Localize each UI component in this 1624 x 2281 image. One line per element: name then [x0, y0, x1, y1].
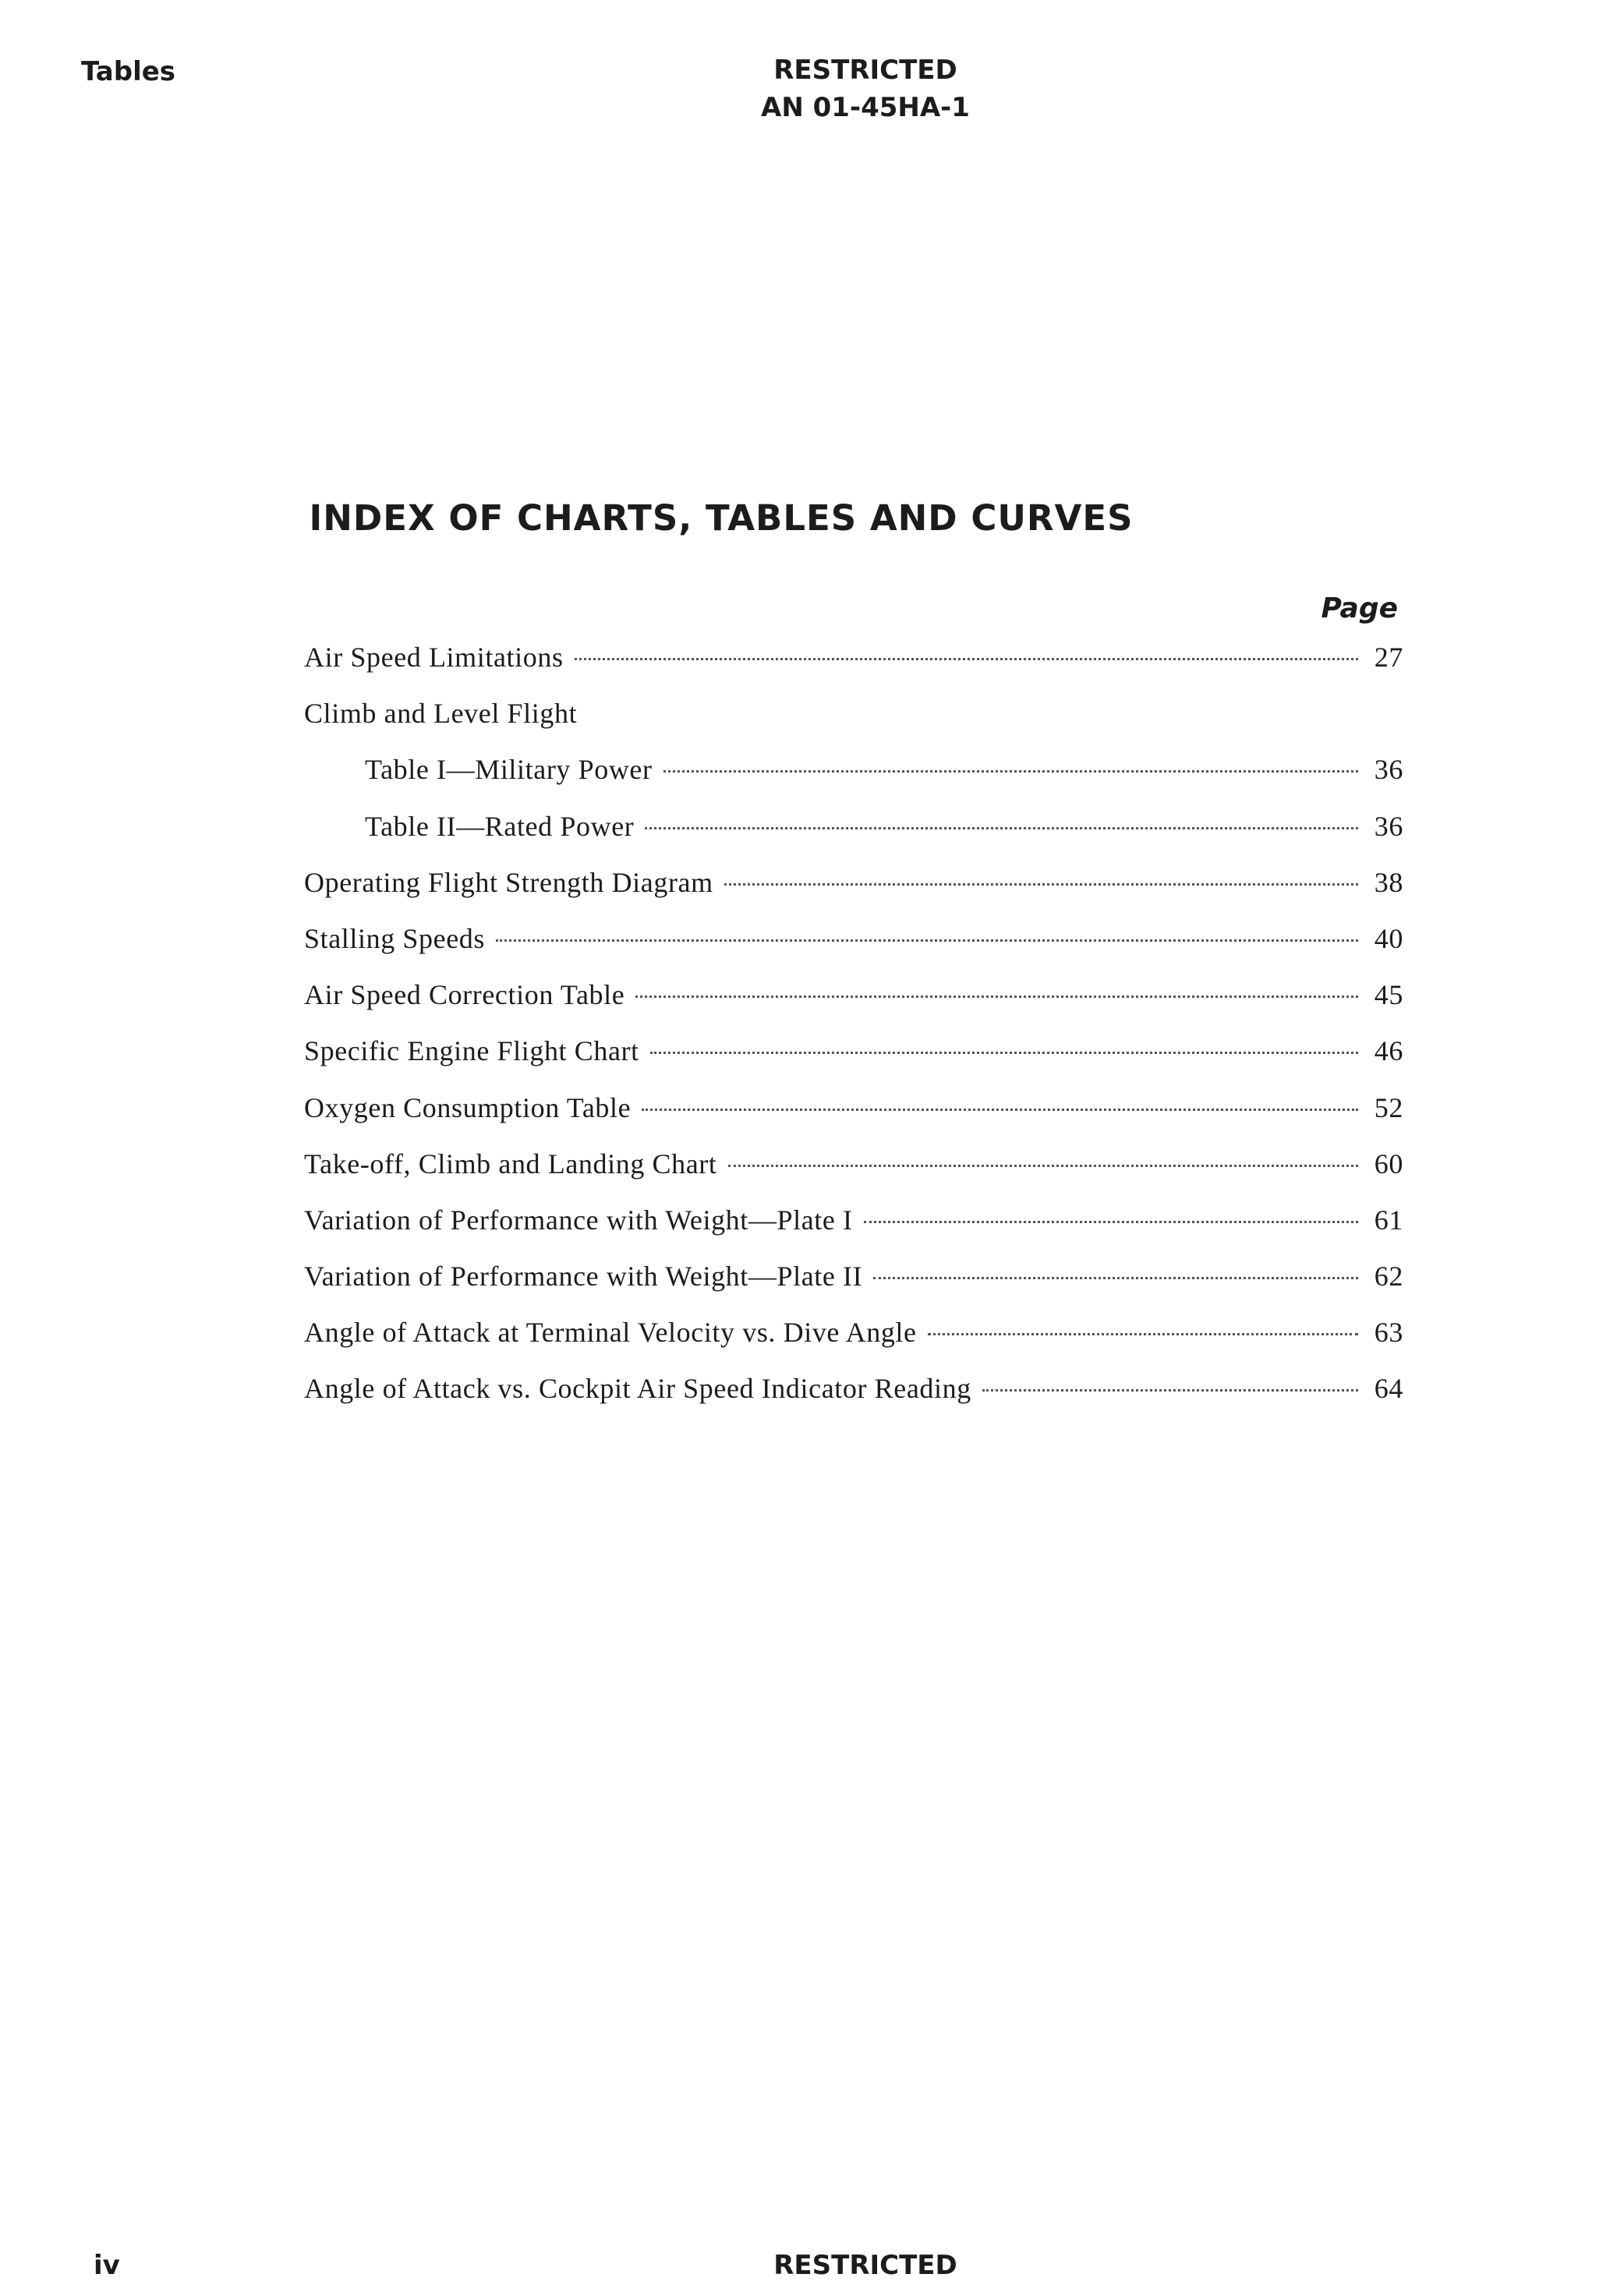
index-entry [304, 1316, 1403, 1372]
dot-leader [928, 1333, 1358, 1335]
index-entry-page: 46 [1374, 1035, 1403, 1067]
dot-leader [645, 827, 1358, 829]
dot-leader [496, 939, 1358, 942]
dot-leader [728, 1165, 1359, 1167]
index-entry-page: 64 [1374, 1373, 1403, 1405]
page-title: INDEX OF CHARTS, TABLES AND CURVES [309, 497, 1134, 539]
index-entry-page: 62 [1374, 1261, 1403, 1293]
index-entry-label: Operating Flight Strength Diagram [304, 866, 713, 898]
index-entry-label: Angle of Attack vs. Cockpit Air Speed Indicator Reading [304, 1373, 971, 1405]
index-entry-label: Oxygen Consumption Table [304, 1091, 632, 1123]
index-entry [304, 866, 1403, 922]
index-entry-page: 61 [1374, 1204, 1403, 1236]
dot-leader [635, 996, 1358, 998]
index-entry-label: Stalling Speeds [304, 922, 485, 954]
index-entry [304, 978, 1403, 1034]
index-entry-page: 45 [1374, 979, 1403, 1011]
index-entry [304, 810, 1403, 866]
index-entry-page: 60 [1374, 1148, 1403, 1179]
dot-leader [642, 1109, 1358, 1111]
index-entry-label: Angle of Attack at Terminal Velocity vs. Dive Angle [304, 1317, 917, 1349]
index-entry [304, 753, 1403, 809]
dot-leader [663, 770, 1358, 773]
index-entry-page: 40 [1374, 922, 1403, 954]
index-entry [304, 1260, 1403, 1316]
index-entry-page: 52 [1374, 1091, 1403, 1123]
index-entry-label: Variation of Performance with Weight—Plate I [304, 1204, 853, 1236]
index-entry-label: Air Speed Limitations [304, 642, 564, 673]
page-number: iv [94, 2250, 120, 2281]
dot-leader [982, 1389, 1358, 1392]
dot-leader [873, 1277, 1358, 1279]
dot-leader [650, 1052, 1358, 1054]
document-header [702, 51, 1029, 126]
index-entry-label: Table I—Military Power [365, 754, 653, 786]
footer-classification-marking: RESTRICTED [773, 2250, 957, 2281]
classification-marking: RESTRICTED [773, 55, 957, 86]
index-entry [304, 1148, 1403, 1204]
index-entry-page: 36 [1374, 754, 1403, 786]
index-entry-page: 27 [1374, 642, 1403, 673]
index-entry [304, 1091, 1403, 1148]
index-entry-page: 36 [1374, 810, 1403, 842]
index-entry [304, 1204, 1403, 1260]
index-entry-label: Specific Engine Flight Chart [304, 1035, 639, 1067]
section-label: Tables [81, 56, 176, 87]
dot-leader [575, 658, 1358, 660]
dot-leader [864, 1221, 1358, 1223]
index-entry-label: Climb and Level Flight [304, 698, 578, 730]
index-entry-page: 63 [1374, 1317, 1403, 1349]
index-entry [304, 1034, 1403, 1091]
index-entry-label: Take-off, Climb and Landing Chart [304, 1148, 717, 1179]
index-entry-page: 38 [1374, 866, 1403, 898]
index-entry [304, 641, 1403, 697]
page-column-header: Page [1321, 592, 1398, 624]
document-number: AN 01-45HA-1 [761, 92, 970, 123]
index-list [304, 641, 1403, 1429]
dot-leader [724, 883, 1358, 886]
index-entry [304, 1372, 1403, 1428]
index-entry-label: Table II—Rated Power [365, 810, 635, 842]
index-entry [304, 697, 1403, 753]
index-entry-label: Variation of Performance with Weight—Plate II [304, 1261, 863, 1293]
index-entry [304, 922, 1403, 978]
index-entry-label: Air Speed Correction Table [304, 979, 625, 1011]
